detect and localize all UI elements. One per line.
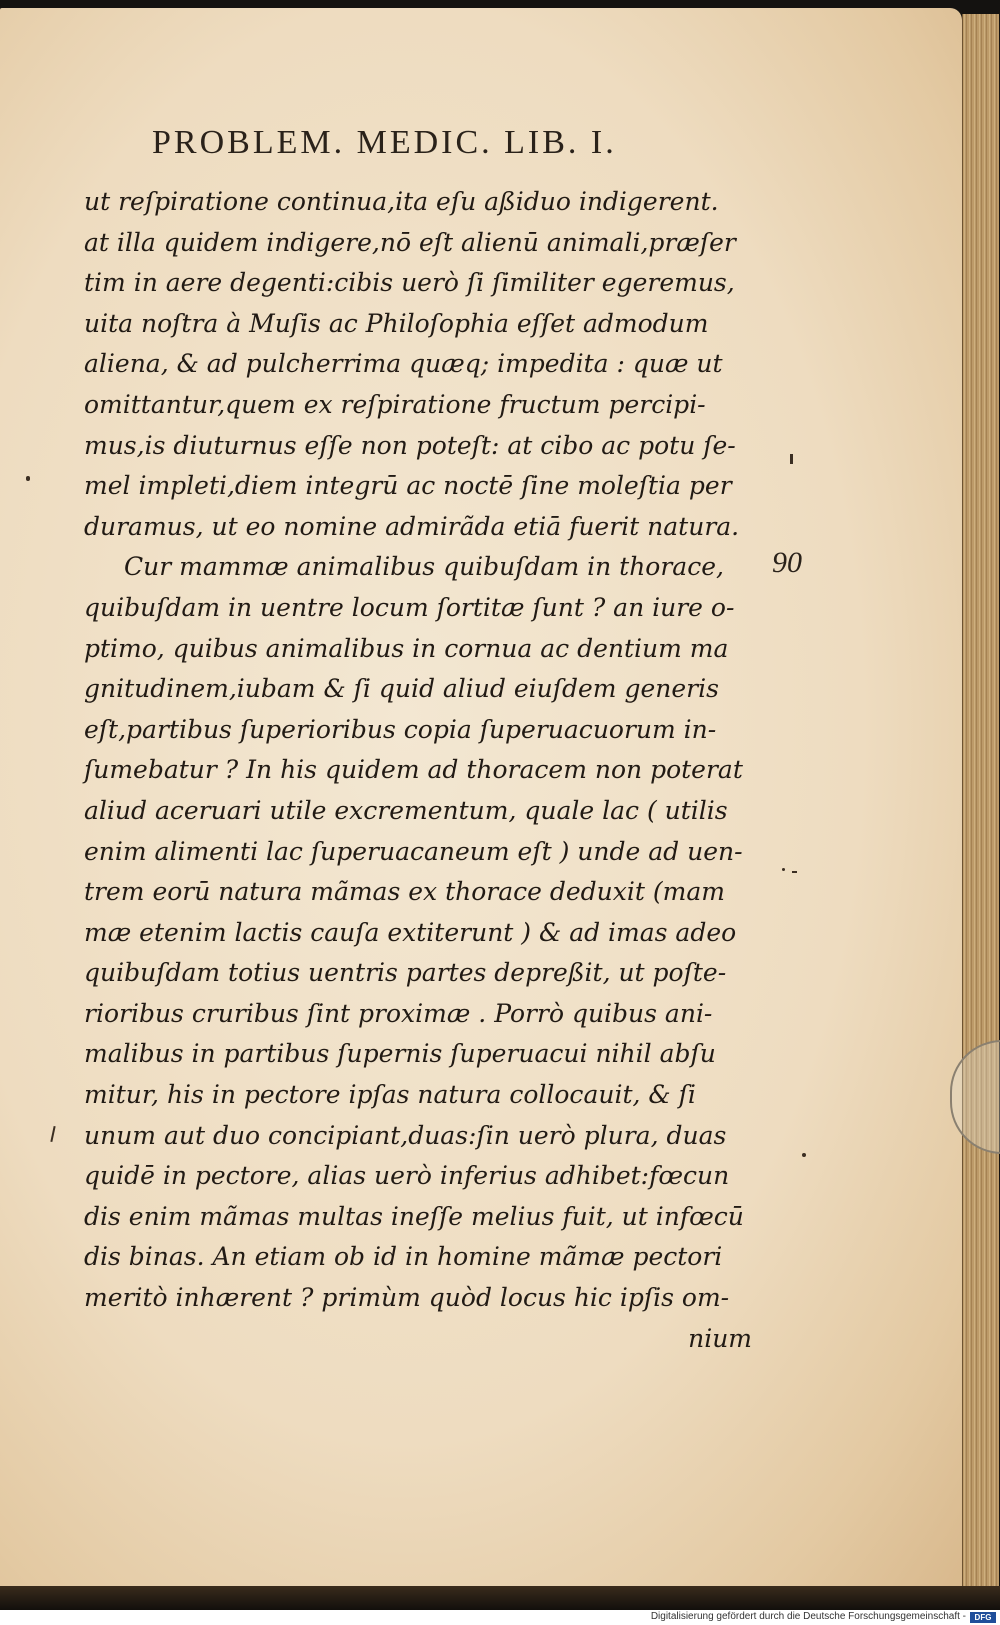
text-line: at illa quidem indigere,nō eſt alienū animali,præſer — [84, 227, 736, 257]
dfg-logo: DFG — [970, 1612, 996, 1623]
text-line: Cur mammæ animalibus quibuſdam in thorace, — [124, 552, 724, 582]
text-line: dis binas. An etiam ob id in homine mãmæ pectori — [84, 1242, 723, 1272]
text-line: ptimo, quibus animalibus in cornua ac dentium ma — [84, 633, 729, 663]
text-line: quibuſdam in uentre locum ſortitæ ſunt ? an iure o- — [84, 592, 735, 622]
text-line: tim in aere degenti:cibis uerò ſi ſimiliter egeremus, — [84, 268, 735, 298]
margin-mark — [782, 868, 785, 871]
text-line: trem eorū natura mãmas ex thorace deduxit (mam — [84, 877, 725, 907]
text-line: aliena, & ad pulcherrima quæq; impedita : quæ ut — [84, 349, 723, 379]
running-head: PROBLEM. MEDIC. LIB. I. — [152, 124, 617, 161]
margin-mark — [790, 454, 793, 464]
margin-mark — [26, 476, 30, 481]
stacked-page-edges — [962, 14, 999, 1598]
margin-mark — [792, 871, 797, 873]
text-line: omittantur,quem ex reſpiratione fructum percipi- — [84, 389, 706, 419]
text-line: quibuſdam totius uentris partes depreßit, ut poſte- — [84, 958, 727, 988]
text-line: duramus, ut eo nomine admirãda etiā fuerit natura. — [84, 511, 740, 541]
text-line: ſumebatur ? In his quidem ad thoracem non poterat — [84, 755, 743, 785]
body-text — [84, 182, 752, 1359]
text-line: mæ etenim lactis cauſa extiterunt ) & ad imas adeo — [84, 917, 737, 947]
text-line: meritò inhærent ? primùm quòd locus hic ipſis om- — [84, 1283, 730, 1313]
text-line: quidē in pectore, alias uerò inferius adhibet:fœcun — [84, 1161, 730, 1191]
catchword: nium — [688, 1323, 752, 1353]
text-line: unum aut duo concipiant,duas:ſin uerò plura, duas — [84, 1120, 727, 1150]
margin-mark — [802, 1153, 806, 1157]
marginal-number: 90 — [772, 546, 802, 579]
text-line: mus,is diuturnus eſſe non poteſt: at cibo ac potu ſe- — [84, 430, 736, 460]
text-line: aliud aceruari utile excrementum, quale lac ( utilis — [84, 795, 728, 825]
bottom-shadow — [0, 1586, 1000, 1610]
text-line: rioribus cruribus ſint proximæ . Porrò quibus ani- — [84, 998, 713, 1028]
digitization-footer — [0, 1610, 1000, 1625]
text-line: gnitudinem,iubam & ſi quid aliud eiuſdem generis — [84, 674, 719, 704]
text-line: enim alimenti lac ſuperuacaneum eſt ) unde ad uen- — [84, 836, 743, 866]
text-line: mitur, his in pectore ipſas natura collocauit, & ſi — [84, 1080, 696, 1110]
text-line: eſt,partibus ſuperioribus copia ſuperuacuorum in- — [84, 714, 717, 744]
text-line: mel impleti,diem integrū ac noctē ſine moleſtia per — [84, 471, 732, 501]
text-line: uita noſtra à Muſis ac Philoſophia eſſet admodum — [84, 308, 709, 338]
text-line: malibus in partibus ſupernis ſuperuacui nihil abſu — [84, 1039, 716, 1069]
text-line: dis enim mãmas multas ineſſe melius fuit, ut infœcū — [84, 1201, 744, 1231]
dfg-credit-text: Digitalisierung gefördert durch die Deutsche Forschungsgemeinschaft - — [650, 1611, 966, 1622]
text-line: ut reſpiratione continua,ita eſu aßiduo indigerent. — [84, 187, 719, 216]
